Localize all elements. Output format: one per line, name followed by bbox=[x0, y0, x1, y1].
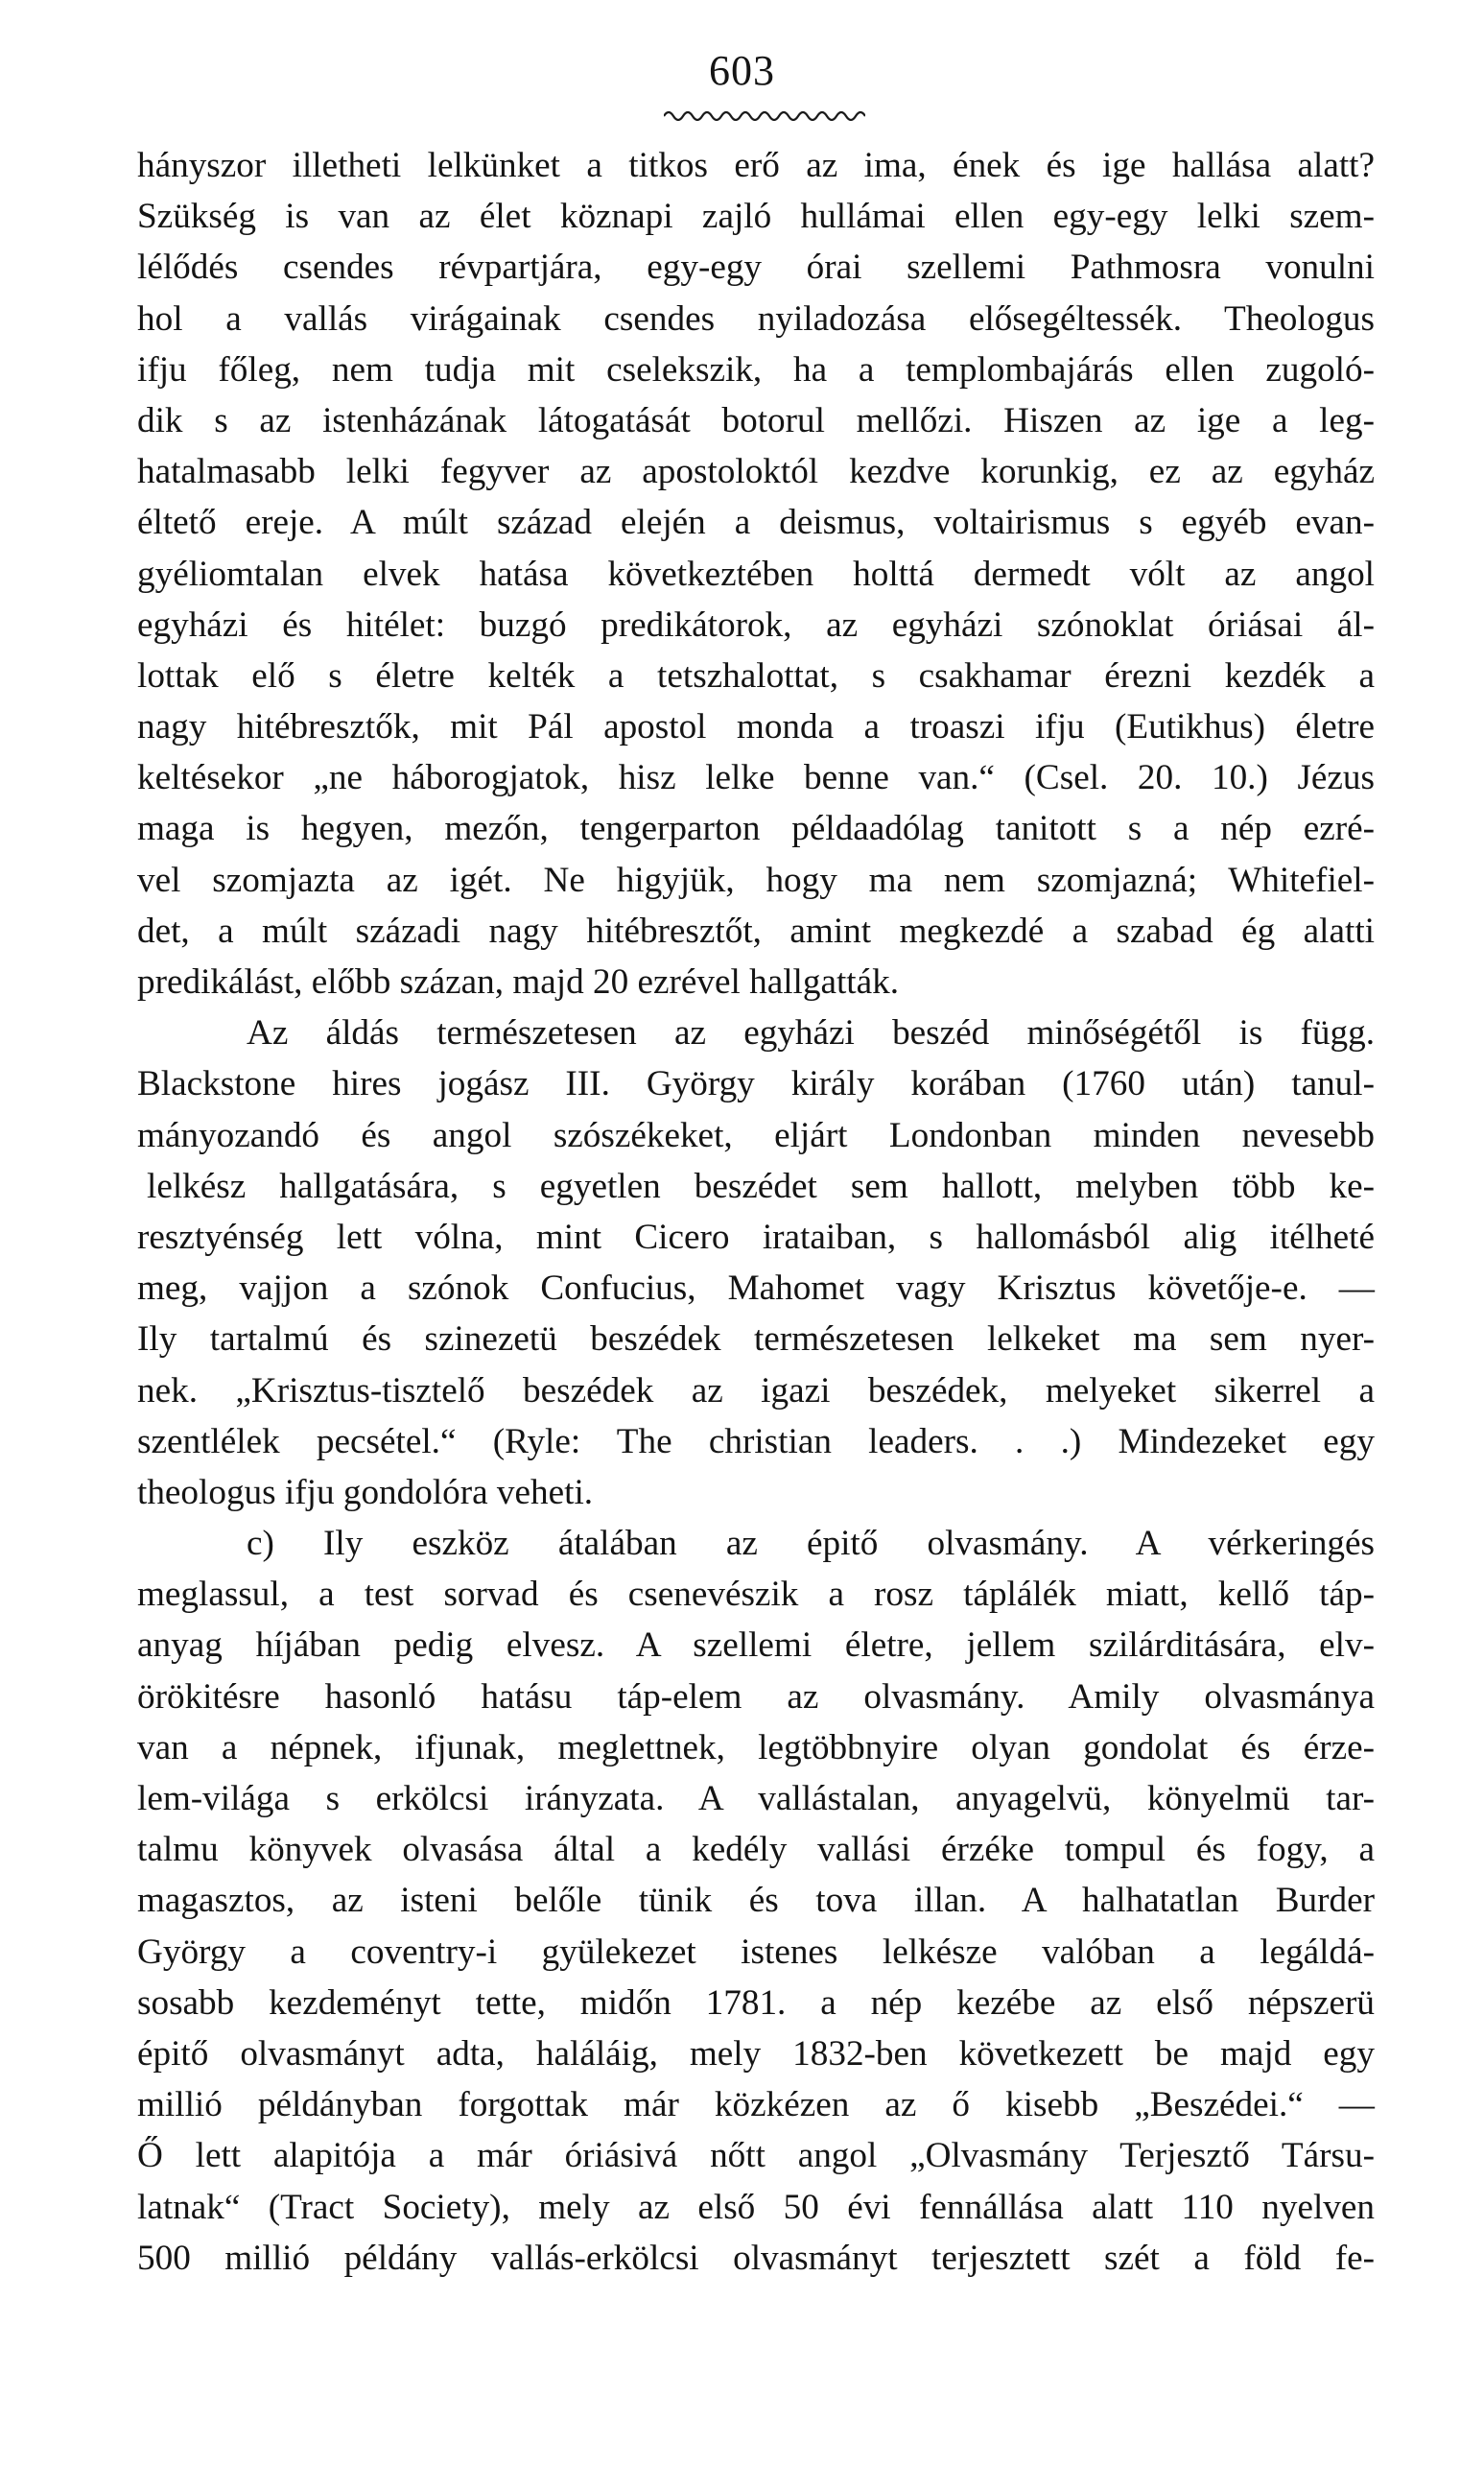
text-line: gyéliomtalan elvek hatása következtében holttá dermedt vólt az angol bbox=[137, 554, 1375, 594]
text-line: 500 millió példány vallás-erkölcsi olvasmányt terjesztett szét a föld fe- bbox=[137, 2238, 1375, 2278]
text-line: van a népnek, ifjunak, meglettnek, legtöbbnyire olyan gondolat és érze- bbox=[137, 1727, 1375, 1767]
text-line: lem-világa s erkölcsi irányzata. A vallástalan, anyagelvü, könyelmü tar- bbox=[137, 1779, 1375, 1818]
text-line: mányozandó és angol szószékeket, eljárt Londonban minden nevesebb bbox=[137, 1115, 1375, 1155]
text-line: ifju főleg, nem tudja mit cselekszik, ha a templombajárás ellen zugoló- bbox=[137, 349, 1375, 390]
text-line: hatalmasabb lelki fegyver az apostoloktól kezdve korunkig, ez az egyház bbox=[137, 452, 1375, 492]
text-line: keltésekor „ne háborogjatok, hisz lelke benne van.“ (Csel. 20. 10.) Jézus bbox=[137, 758, 1375, 798]
text-line: latnak“ (Tract Society), mely az első 50 évi fennállása alatt 110 nyelven bbox=[137, 2187, 1375, 2227]
text-line: anyag híjában pedig elvesz. A szellemi életre, jellem szilárditására, elv- bbox=[137, 1625, 1375, 1666]
text-line: meg, vajjon a szónok Confucius, Mahomet vagy Krisztus követője-e. — bbox=[137, 1269, 1375, 1309]
text-line: éltető ereje. A múlt század elején a deismus, voltairismus s egyéb evan- bbox=[137, 503, 1375, 543]
text-line: egyházi és hitélet: buzgó predikátorok, az egyházi szónoklat óriásai ál- bbox=[137, 605, 1375, 645]
body-text bbox=[137, 140, 1375, 2284]
text-line: hányszor illetheti lelkünket a titkos erő az ima, ének és ige hallása alatt? bbox=[137, 146, 1375, 185]
text-line: Szükség is van az élet köznapi zajló hullámai ellen egy-egy lelki szem- bbox=[137, 197, 1375, 237]
text-line: sosabb kezdeményt tette, midőn 1781. a nép kezébe az első népszerü bbox=[137, 1982, 1375, 2023]
text-line: Ily tartalmú és szinezetü beszédek természetesen lelkeket ma sem nyer- bbox=[137, 1319, 1375, 1360]
text-line: hol a vallás virágainak csendes nyiladozása elősegéltessék. Theologus bbox=[137, 298, 1375, 339]
wavy-ornament-icon bbox=[664, 107, 865, 121]
text-line: lottak elő s életre kelték a tetszhalottat, s csakhamar érezni kezdék a bbox=[137, 655, 1375, 696]
text-line: szentlélek pecsétel.“ (Ryle: The christian leaders. . .) Mindezeket egy bbox=[137, 1421, 1375, 1461]
text-line: Blackstone hires jogász III. György király korában (1760 után) tanul- bbox=[137, 1064, 1375, 1104]
text-line: meglassul, a test sorvad és csenevészik a rosz táplálék miatt, kellő táp- bbox=[137, 1575, 1375, 1615]
text-line: Az áldás természetesen az egyházi beszéd minőségétől is függ. bbox=[247, 1013, 1375, 1054]
text-line: predikálást, előbb százan, majd 20 ezrével hallgatták. bbox=[137, 962, 900, 1002]
text-line: épitő olvasmányt adta, haláláig, mely 1832-ben következett be majd egy bbox=[137, 2033, 1375, 2074]
text-line: theologus ifju gondolóra veheti. bbox=[137, 1472, 594, 1512]
text-line: maga is hegyen, mezőn, tengerparton példaadólag tanitott s a nép ezré- bbox=[137, 809, 1375, 849]
text-line: Ő lett alapitója a már óriásivá nőtt angol „Olvasmány Terjesztő Társu- bbox=[137, 2136, 1375, 2176]
text-line: magasztos, az isteni belőle tünik és tova illan. A halhatatlan Burder bbox=[137, 1881, 1375, 1921]
text-line: talmu könyvek olvasása által a kedély vallási érzéke tompul és fogy, a bbox=[137, 1830, 1375, 1870]
text-line: resztyénség lett vólna, mint Cicero irataiban, s hallomásból alig itélheté bbox=[137, 1217, 1375, 1257]
text-line: c) Ily eszköz átalában az épitő olvasmány. A vérkeringés bbox=[247, 1524, 1375, 1564]
text-line: György a coventry-i gyülekezet istenes lelkésze valóban a legáldá- bbox=[137, 1932, 1375, 1972]
text-line: millió példányban forgottak már közkézen az ő kisebb „Beszédei.“ — bbox=[137, 2085, 1375, 2125]
text-line: örökitésre hasonló hatásu táp-elem az olvasmány. Amily olvasmánya bbox=[137, 1676, 1375, 1717]
page-number: 603 bbox=[709, 47, 775, 94]
text-line: nagy hitébresztők, mit Pál apostol monda a troaszi ifju (Eutikhus) életre bbox=[137, 707, 1375, 747]
text-line: lelkész hallgatására, s egyetlen beszédet sem hallott, melyben több ke- bbox=[147, 1166, 1375, 1206]
text-line: nek. „Krisztus-tisztelő beszédek az igazi beszédek, melyeket sikerrel a bbox=[137, 1370, 1375, 1411]
text-line: det, a múlt századi nagy hitébresztőt, amint megkezdé a szabad ég alatti bbox=[137, 911, 1375, 951]
text-line: vel szomjazta az igét. Ne higyjük, hogy ma nem szomjazná; Whitefiel- bbox=[137, 860, 1375, 900]
text-line: dik s az istenházának látogatását botorul mellőzi. Hiszen az ige a leg- bbox=[137, 400, 1375, 440]
text-line: lélődés csendes révpartjára, egy-egy órai szellemi Pathmosra vonulni bbox=[137, 248, 1375, 288]
